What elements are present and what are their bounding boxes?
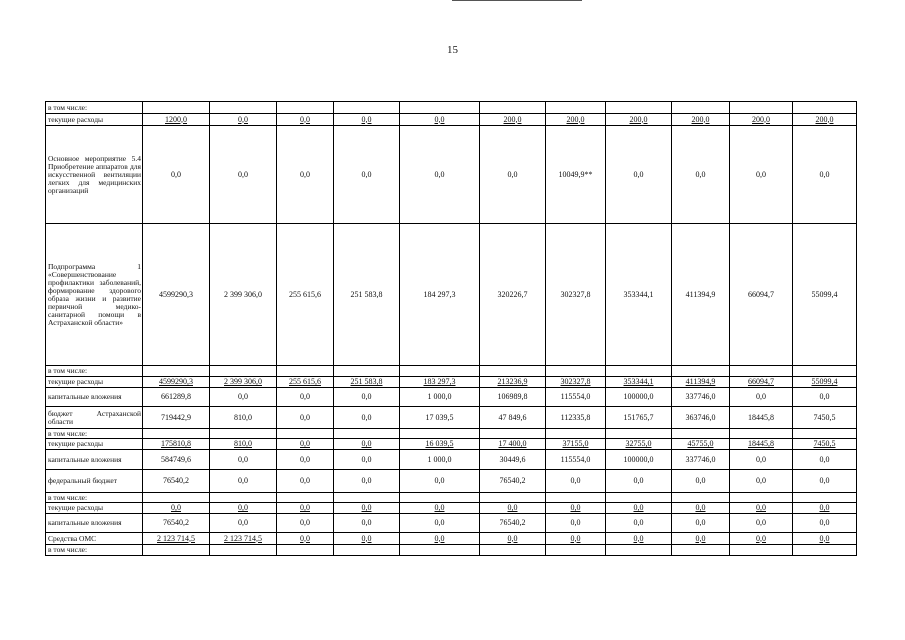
table-row	[46, 450, 857, 470]
table-cell	[546, 366, 606, 377]
table-cell: 2 399 306,0	[210, 377, 277, 388]
table-cell	[334, 366, 400, 377]
table-cell: 0,0	[546, 470, 606, 493]
table-cell	[143, 102, 210, 114]
table-cell: 0,0	[277, 450, 334, 470]
table-cell: 66094,7	[730, 377, 793, 388]
table-cell: 76540,2	[143, 514, 210, 533]
table-cell	[277, 493, 334, 503]
table-cell: 115554,0	[546, 450, 606, 470]
table-cell: 255 615,6	[277, 224, 334, 366]
table-row	[46, 407, 857, 429]
table-cell: 0,0	[334, 439, 400, 450]
table-cell: 4599290,3	[143, 377, 210, 388]
table-cell: 200,0	[730, 114, 793, 126]
table-cell	[793, 366, 857, 377]
table-cell: 0,0	[334, 388, 400, 407]
table-row	[46, 429, 857, 439]
table-cell: 10049,9**	[546, 126, 606, 224]
table-row	[46, 470, 857, 493]
table-cell	[400, 102, 480, 114]
table-cell	[400, 493, 480, 503]
table-cell	[730, 429, 793, 439]
table-cell: 18445,8	[730, 407, 793, 429]
table-cell: 37155,0	[546, 439, 606, 450]
page-number: 15	[447, 44, 458, 56]
table-cell: 200,0	[480, 114, 546, 126]
table-cell: 55099,4	[793, 224, 857, 366]
table-cell	[277, 545, 334, 556]
table-cell	[730, 102, 793, 114]
table-cell: 47 849,6	[480, 407, 546, 429]
table-cell: 200,0	[793, 114, 857, 126]
table-cell: 0,0	[546, 503, 606, 514]
table-cell: 0,0	[143, 503, 210, 514]
table-cell	[730, 545, 793, 556]
table-cell	[480, 429, 546, 439]
row-label: капитальные вложения	[46, 388, 143, 407]
table-cell: 0,0	[210, 514, 277, 533]
table-cell	[143, 429, 210, 439]
table-cell: 320226,7	[480, 224, 546, 366]
table-cell: 0,0	[672, 533, 730, 545]
table-cell: 0,0	[672, 503, 730, 514]
table-cell: 0,0	[400, 470, 480, 493]
table-cell: 76540,2	[480, 514, 546, 533]
table-cell: 7450,5	[793, 439, 857, 450]
table-cell: 0,0	[334, 407, 400, 429]
table-cell: 175810,8	[143, 439, 210, 450]
table-cell: 7450,5	[793, 407, 857, 429]
table-cell	[793, 493, 857, 503]
table-cell: 32755,0	[606, 439, 672, 450]
table-cell: 337746,0	[672, 450, 730, 470]
table-cell: 0,0	[400, 126, 480, 224]
table-cell: 251 583,8	[334, 377, 400, 388]
table-cell: 353344,1	[606, 377, 672, 388]
table-cell	[277, 429, 334, 439]
top-rule	[452, 0, 582, 1]
table-cell: 0,0	[277, 114, 334, 126]
table-cell: 0,0	[730, 126, 793, 224]
table-row	[46, 366, 857, 377]
table-cell: 0,0	[210, 503, 277, 514]
table-cell	[334, 545, 400, 556]
row-label: текущие расходы	[46, 114, 143, 126]
table-cell: 183 297,3	[400, 377, 480, 388]
table-cell: 302327,8	[546, 377, 606, 388]
table-cell: 255 615,6	[277, 377, 334, 388]
table-cell: 0,0	[730, 533, 793, 545]
row-label: в том числе:	[46, 493, 143, 503]
table-cell: 0,0	[400, 503, 480, 514]
table-cell: 200,0	[672, 114, 730, 126]
table-cell	[480, 366, 546, 377]
table-cell: 0,0	[606, 514, 672, 533]
row-label: Основное мероприятие 5.4 Приобретение аппаратов для искусственной вентиляции легких для медицинских организаций	[46, 126, 143, 224]
table-cell: 0,0	[606, 470, 672, 493]
table-cell	[672, 545, 730, 556]
table-cell: 0,0	[400, 533, 480, 545]
table-cell: 0,0	[480, 503, 546, 514]
table-cell: 0,0	[334, 503, 400, 514]
table-cell	[143, 493, 210, 503]
table-row	[46, 493, 857, 503]
table-cell: 100000,0	[606, 388, 672, 407]
table-cell: 2 123 714,5	[143, 533, 210, 545]
table-row	[46, 503, 857, 514]
table-cell: 584749,6	[143, 450, 210, 470]
table-row	[46, 388, 857, 407]
table-cell: 0,0	[334, 514, 400, 533]
table-cell: 115554,0	[546, 388, 606, 407]
table-cell: 0,0	[334, 114, 400, 126]
table-cell	[606, 366, 672, 377]
table-cell	[793, 102, 857, 114]
table-cell: 719442,9	[143, 407, 210, 429]
table-cell: 251 583,8	[334, 224, 400, 366]
table-cell: 76540,2	[143, 470, 210, 493]
table-cell: 0,0	[210, 126, 277, 224]
table-cell: 0,0	[730, 388, 793, 407]
table-cell: 0,0	[210, 388, 277, 407]
table-cell	[672, 429, 730, 439]
table-cell: 0,0	[277, 126, 334, 224]
table-cell: 0,0	[210, 450, 277, 470]
table-cell: 213236,9	[480, 377, 546, 388]
table-cell	[606, 429, 672, 439]
table-cell: 0,0	[793, 514, 857, 533]
table-cell: 2 123 714,5	[210, 533, 277, 545]
table-cell: 0,0	[606, 126, 672, 224]
table-cell: 0,0	[334, 533, 400, 545]
table-cell	[606, 545, 672, 556]
table-cell: 0,0	[334, 126, 400, 224]
table-cell: 337746,0	[672, 388, 730, 407]
table-cell: 45755,0	[672, 439, 730, 450]
table-cell	[400, 366, 480, 377]
table-cell: 100000,0	[606, 450, 672, 470]
row-label: в том числе:	[46, 366, 143, 377]
table-cell: 0,0	[546, 514, 606, 533]
table-cell: 0,0	[793, 388, 857, 407]
table-cell	[277, 102, 334, 114]
table-cell	[210, 102, 277, 114]
table-cell: 0,0	[480, 126, 546, 224]
table-cell	[210, 493, 277, 503]
table-cell: 4599290,3	[143, 224, 210, 366]
table-cell	[480, 545, 546, 556]
table-cell: 16 039,5	[400, 439, 480, 450]
table-cell: 810,0	[210, 407, 277, 429]
table-cell: 0,0	[606, 503, 672, 514]
table-cell	[400, 429, 480, 439]
row-label: текущие расходы	[46, 503, 143, 514]
table-cell: 151765,7	[606, 407, 672, 429]
table-cell: 0,0	[277, 407, 334, 429]
table-cell: 30449,6	[480, 450, 546, 470]
table-cell: 17 400,0	[480, 439, 546, 450]
table-cell	[606, 102, 672, 114]
table-cell	[606, 493, 672, 503]
table-cell: 0,0	[672, 514, 730, 533]
table-cell	[546, 429, 606, 439]
table-cell: 0,0	[606, 533, 672, 545]
table-cell: 0,0	[730, 450, 793, 470]
table-cell: 0,0	[793, 470, 857, 493]
table-cell: 0,0	[210, 470, 277, 493]
table-cell	[546, 102, 606, 114]
table-cell: 0,0	[793, 503, 857, 514]
table-cell	[480, 102, 546, 114]
table-cell	[672, 102, 730, 114]
row-label: в том числе:	[46, 545, 143, 556]
table-cell	[210, 366, 277, 377]
table-cell: 0,0	[793, 533, 857, 545]
table-row	[46, 545, 857, 556]
table-cell: 0,0	[672, 470, 730, 493]
table-cell: 1 000,0	[400, 450, 480, 470]
row-label: федеральный бюджет	[46, 470, 143, 493]
row-label: в том числе:	[46, 102, 143, 114]
table-row	[46, 102, 857, 114]
row-label: в том числе:	[46, 429, 143, 439]
table-cell: 661289,8	[143, 388, 210, 407]
table-cell	[400, 545, 480, 556]
row-label: текущие расходы	[46, 377, 143, 388]
table-cell	[334, 429, 400, 439]
table-cell: 0,0	[793, 126, 857, 224]
table-cell: 0,0	[277, 503, 334, 514]
table-cell: 0,0	[546, 533, 606, 545]
table-cell: 17 039,5	[400, 407, 480, 429]
table-cell: 353344,1	[606, 224, 672, 366]
table-row	[46, 224, 857, 366]
table-cell: 0,0	[672, 126, 730, 224]
table-cell	[672, 366, 730, 377]
table-cell	[334, 493, 400, 503]
table-cell: 0,0	[334, 470, 400, 493]
table-row	[46, 514, 857, 533]
table-cell	[143, 545, 210, 556]
table-cell: 0,0	[277, 439, 334, 450]
table-cell: 200,0	[546, 114, 606, 126]
table-cell: 0,0	[277, 533, 334, 545]
row-label: Подпрограмма 1 «Совершенствование профилактики заболеваний, формирование здорового образа жизни и развитие первичной медико-санитарной помощи в Астраханской области»	[46, 224, 143, 366]
table-cell: 0,0	[277, 514, 334, 533]
table-cell	[730, 493, 793, 503]
table-cell: 0,0	[730, 514, 793, 533]
table-cell: 184 297,3	[400, 224, 480, 366]
table-cell	[210, 545, 277, 556]
table-cell	[730, 366, 793, 377]
table-cell: 106989,8	[480, 388, 546, 407]
table-cell: 0,0	[277, 388, 334, 407]
row-label: Средства ОМС	[46, 533, 143, 545]
table-cell	[334, 102, 400, 114]
table-cell: 0,0	[143, 126, 210, 224]
table-row	[46, 439, 857, 450]
table-cell: 2 399 306,0	[210, 224, 277, 366]
table-cell: 200,0	[606, 114, 672, 126]
table-cell	[480, 493, 546, 503]
table-cell: 76540,2	[480, 470, 546, 493]
table-cell: 302327,8	[546, 224, 606, 366]
table-cell: 0,0	[480, 533, 546, 545]
table-body	[46, 102, 857, 556]
table-cell	[793, 429, 857, 439]
table-cell: 18445,8	[730, 439, 793, 450]
table-cell	[793, 545, 857, 556]
table-cell: 1200,0	[143, 114, 210, 126]
table-cell: 411394,9	[672, 224, 730, 366]
row-label: текущие расходы	[46, 439, 143, 450]
table-cell	[546, 545, 606, 556]
table-cell: 0,0	[334, 450, 400, 470]
table-cell: 66094,7	[730, 224, 793, 366]
budget-table	[45, 101, 857, 556]
table-row	[46, 126, 857, 224]
table-cell: 0,0	[730, 503, 793, 514]
table-cell	[546, 493, 606, 503]
table-cell: 0,0	[730, 470, 793, 493]
table-cell: 0,0	[400, 114, 480, 126]
table-row	[46, 114, 857, 126]
table-cell	[210, 429, 277, 439]
table-cell	[672, 493, 730, 503]
table-cell: 810,0	[210, 439, 277, 450]
table-cell: 0,0	[793, 450, 857, 470]
table-row	[46, 377, 857, 388]
table-cell: 0,0	[210, 114, 277, 126]
table-cell: 112335,8	[546, 407, 606, 429]
table-cell	[277, 366, 334, 377]
row-label: капитальные вложения	[46, 450, 143, 470]
table-cell: 0,0	[400, 514, 480, 533]
table-cell: 0,0	[277, 470, 334, 493]
table-cell: 55099,4	[793, 377, 857, 388]
table-row	[46, 533, 857, 545]
table-cell	[143, 366, 210, 377]
table-cell: 1 000,0	[400, 388, 480, 407]
table-cell: 411394,9	[672, 377, 730, 388]
row-label: бюджет Астраханской области	[46, 407, 143, 429]
row-label: капитальные вложения	[46, 514, 143, 533]
table-cell: 363746,0	[672, 407, 730, 429]
